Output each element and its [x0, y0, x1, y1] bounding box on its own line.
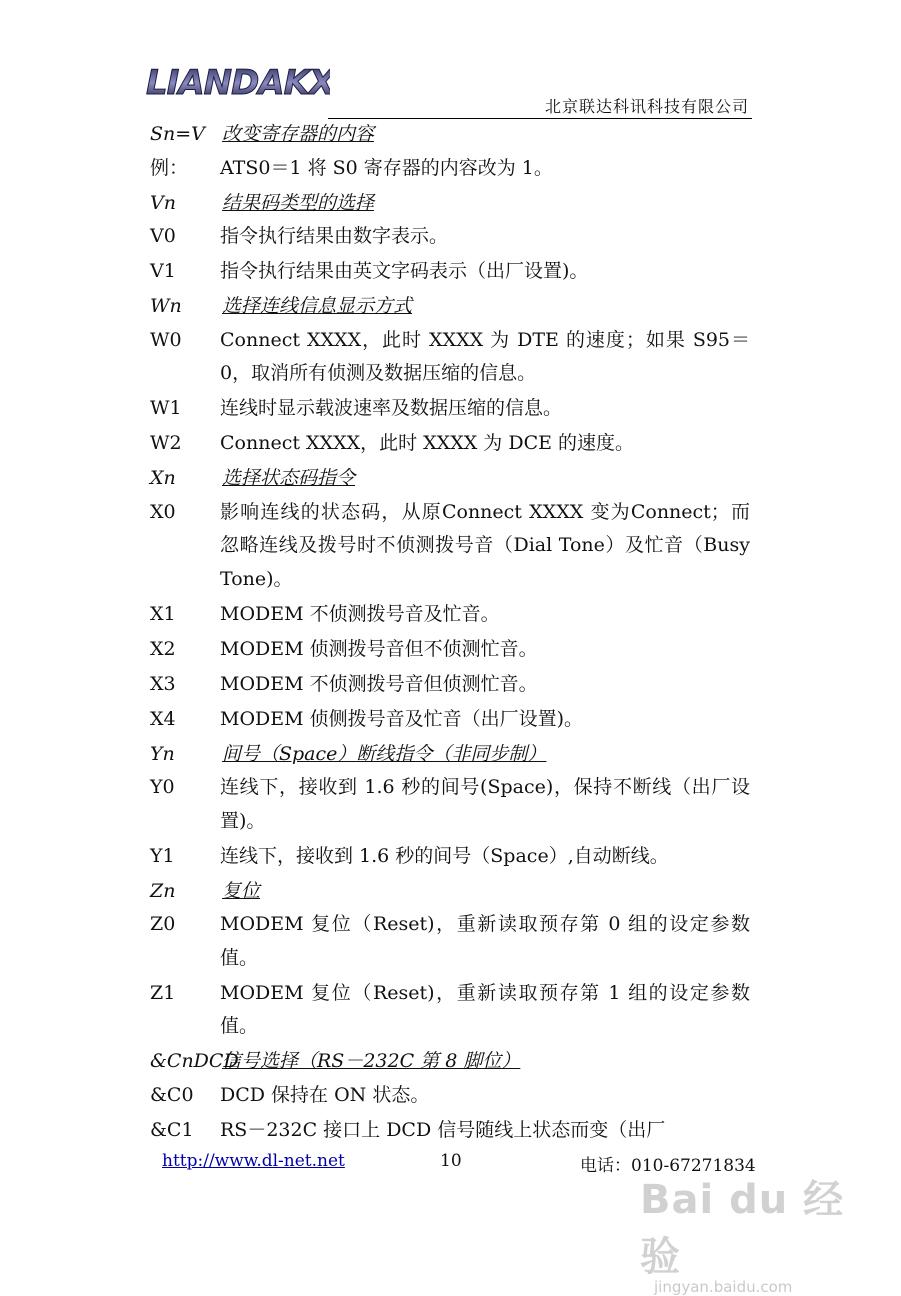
command-key: W1 — [150, 397, 182, 419]
command-key: Z1 — [150, 981, 176, 1004]
command-row — [150, 598, 750, 632]
baidu-watermark — [640, 1168, 850, 1296]
command-row — [150, 771, 750, 838]
command-key: Wn — [150, 295, 182, 317]
heading-title: 选择连线信息显示方式 — [222, 295, 413, 317]
command-row — [150, 668, 750, 702]
company-logo — [140, 62, 330, 102]
command-row — [150, 977, 750, 1044]
heading-title: 选择状态码指令 — [222, 467, 356, 489]
command-row — [150, 324, 750, 391]
command-row — [150, 427, 750, 461]
command-key: Vn — [150, 191, 176, 214]
command-row — [150, 633, 750, 667]
page-number: 10 — [440, 1151, 462, 1171]
command-row — [150, 703, 750, 737]
command-key: Zn — [150, 879, 176, 902]
heading-title: 结果码类型的选择 — [222, 191, 375, 214]
document-body — [150, 118, 750, 1149]
command-key: Yn — [150, 742, 175, 765]
command-key: X4 — [150, 707, 176, 730]
command-description: RS－232C 接口上 DCD 信号随线上状态而变（出厂 — [220, 1118, 666, 1141]
command-description: MODEM 侦侧拨号音及忙音（出厂设置)。 — [220, 707, 584, 730]
watermark-brand: Bai du 经验 — [640, 1177, 845, 1280]
phone-number: 电话：010-67271834 — [580, 1156, 756, 1176]
command-description: 连线时显示载波速率及数据压缩的信息。 — [220, 397, 563, 419]
command-row — [150, 1114, 750, 1148]
command-key: V0 — [150, 225, 176, 247]
command-key: Sn=V — [150, 123, 205, 145]
section-heading — [150, 738, 750, 772]
command-row — [150, 220, 750, 254]
command-key: X2 — [150, 637, 176, 660]
command-description: 连线下，接收到 1.6 秒的间号(Space)，保持不断线（出厂设置)。 — [220, 776, 750, 832]
command-key: Z0 — [150, 913, 176, 935]
heading-title: 间号（Space）断线指令（非同步制） — [222, 742, 547, 765]
heading-title: 复位 — [222, 879, 261, 902]
command-description: Connect XXXX，此时 XXXX 为 DCE 的速度。 — [220, 432, 635, 454]
section-heading — [150, 1045, 750, 1079]
website-link[interactable]: http://www.dl-net.net — [162, 1151, 345, 1171]
command-key: &CnDCD — [150, 1050, 239, 1072]
command-row — [150, 392, 750, 426]
command-key: W0 — [150, 328, 182, 351]
watermark-site: jingyan.baidu.com — [654, 1278, 793, 1296]
company-name: 北京联达科讯科技有限公司 — [544, 97, 749, 116]
logo-text: LIANDAKX — [146, 63, 330, 102]
command-row — [150, 1079, 750, 1113]
command-row — [150, 840, 750, 874]
command-key: X3 — [150, 672, 176, 695]
command-description: MODEM 复位（Reset)，重新读取预存第 0 组的设定参数值。 — [220, 913, 750, 969]
command-description: MODEM 不侦测拨号音但侦测忙音。 — [220, 672, 538, 695]
command-key: Y1 — [150, 844, 175, 867]
command-key: X0 — [150, 500, 176, 523]
command-description: MODEM 不侦测拨号音及忙音。 — [220, 602, 500, 625]
heading-title: 信号选择（RS－232C 第 8 脚位） — [222, 1050, 521, 1072]
command-key: X1 — [150, 602, 176, 625]
command-row — [150, 496, 750, 597]
section-heading — [150, 118, 750, 152]
command-description: DCD 保持在 ON 状态。 — [220, 1083, 430, 1106]
command-row — [150, 255, 750, 289]
command-row — [150, 908, 750, 975]
command-description: MODEM 侦测拨号音但不侦测忙音。 — [220, 637, 538, 660]
command-description: Connect XXXX，此时 XXXX 为 DTE 的速度；如果 S95＝0，取消所有侦测及数据压缩的信息。 — [220, 328, 750, 384]
command-description: 指令执行结果由英文字码表示（出厂设置)。 — [220, 260, 589, 282]
command-description: 连线下，接收到 1.6 秒的间号（Space）,自动断线。 — [220, 844, 669, 867]
command-row — [150, 152, 750, 186]
command-key: Y0 — [150, 776, 175, 798]
section-heading — [150, 187, 750, 221]
command-key: 例： — [150, 156, 189, 179]
command-key: V1 — [150, 260, 176, 282]
command-key: &C0 — [150, 1083, 194, 1106]
command-description: MODEM 复位（Reset)，重新读取预存第 1 组的设定参数值。 — [220, 981, 750, 1037]
section-heading — [150, 875, 750, 909]
heading-title: 改变寄存器的内容 — [222, 123, 375, 145]
command-description: 影响连线的状态码，从原Connect XXXX 变为Connect；而忽略连线及拨号时不侦测拨号音（Dial Tone）及忙音（Busy Tone)。 — [220, 500, 750, 590]
command-key: W2 — [150, 432, 182, 454]
command-key: &C1 — [150, 1118, 194, 1141]
section-heading — [150, 290, 750, 324]
command-key: Xn — [150, 467, 176, 489]
command-description: ATS0＝1 将 S0 寄存器的内容改为 1。 — [220, 156, 553, 179]
command-description: 指令执行结果由数字表示。 — [220, 225, 449, 247]
section-heading — [150, 462, 750, 496]
